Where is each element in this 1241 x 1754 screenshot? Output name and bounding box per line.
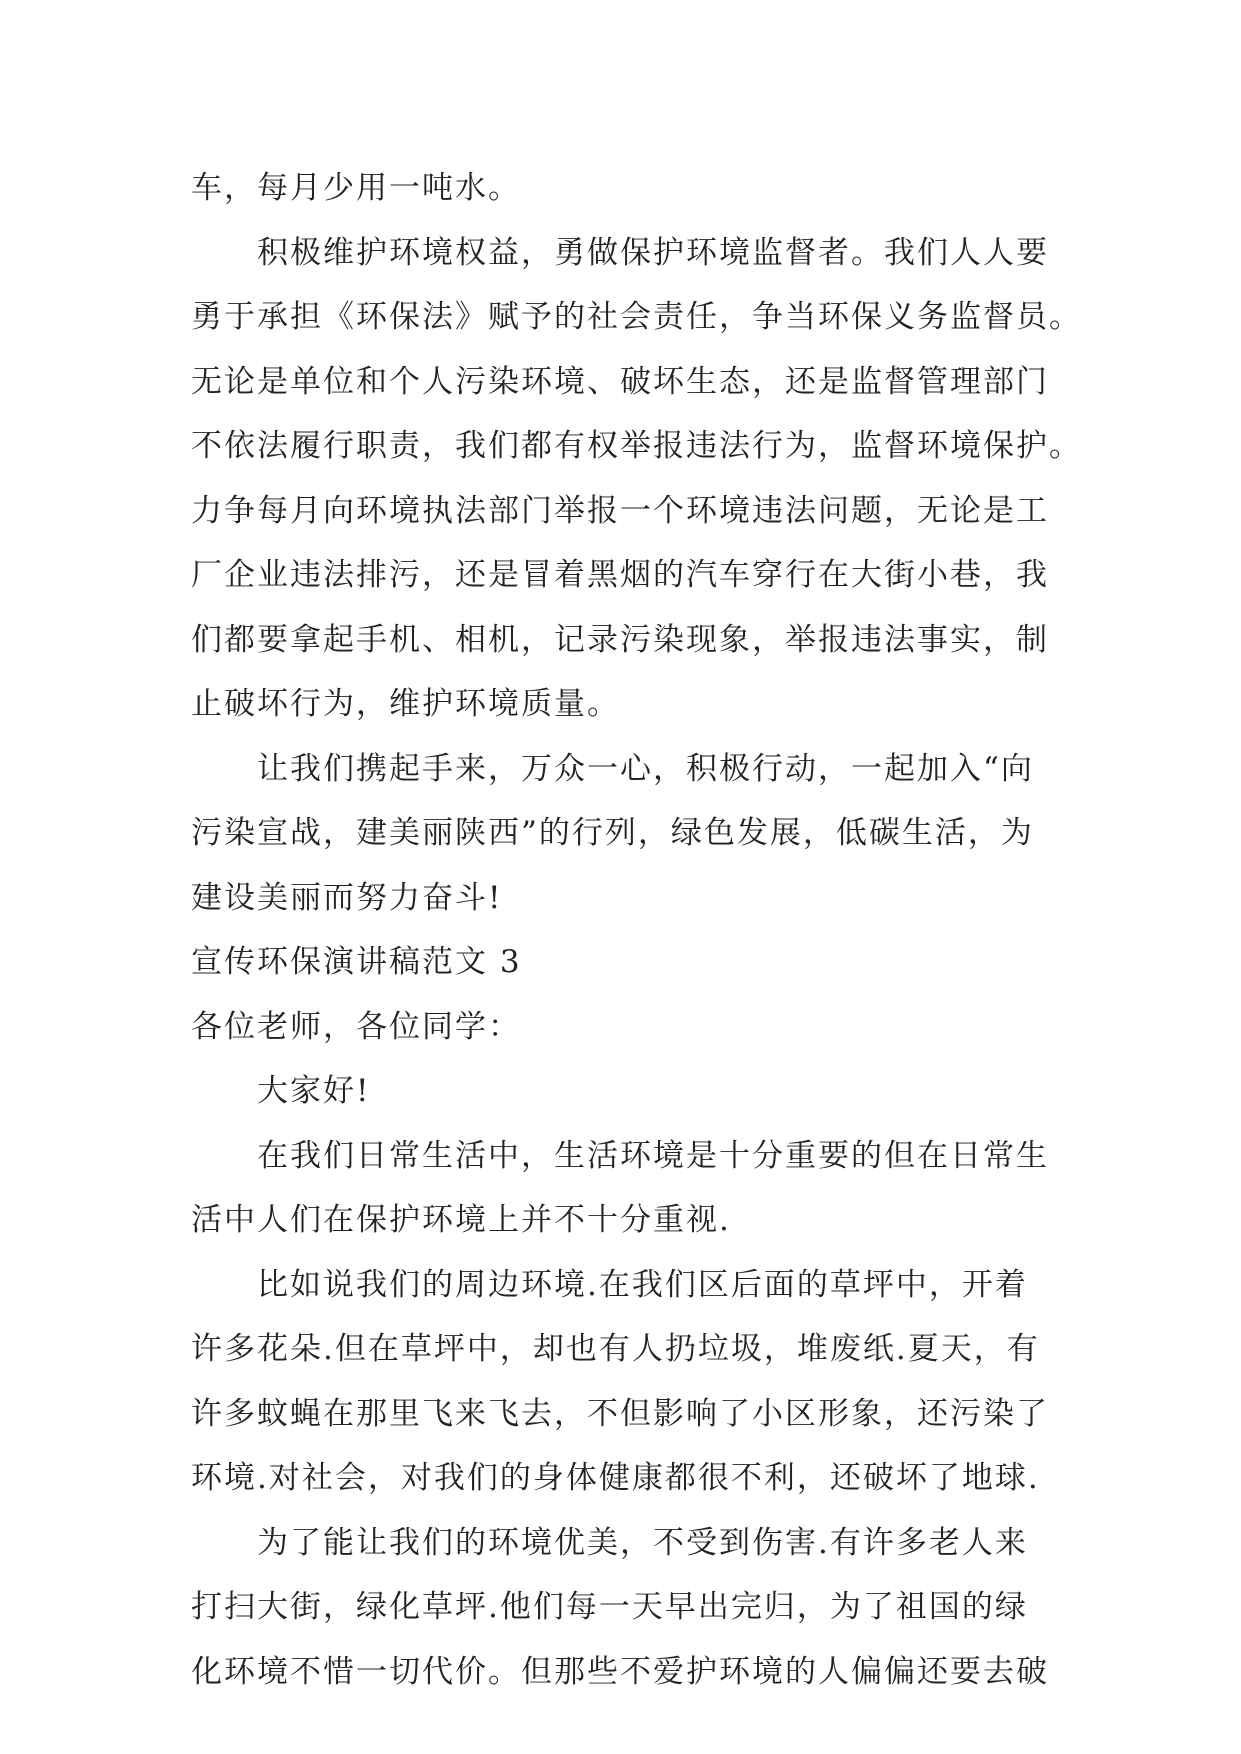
text-line: 许多花朵.但在草坪中，却也有人扔垃圾，堆废纸.夏天，有 <box>191 1331 1040 1367</box>
text-line: 勇于承担《环保法》赋予的社会责任，争当环保义务监督员。 <box>191 299 1082 335</box>
text-line: 大家好! <box>257 1073 371 1109</box>
text-line: 打扫大街，绿化草坪.他们每一天早出完归，为了祖国的绿 <box>191 1589 1028 1625</box>
text-line: 污染宣战，建美丽陕西”的行列，绿色发展，低碳生活，为 <box>191 815 1034 851</box>
text-line: 在我们日常生活中，生活环境是十分重要的但在日常生 <box>257 1137 1049 1174</box>
text-line: 各位老师，各位同学： <box>191 1008 521 1045</box>
text-line: 止破坏行为，维护环境质量。 <box>191 686 620 722</box>
text-line: 力争每月向环境执法部门举报一个环境违法问题，无论是工 <box>191 492 1049 529</box>
text-line: 活中人们在保护环境上并不十分重视. <box>191 1202 731 1238</box>
text-line: 环境.对社会，对我们的身体健康都很不利，还破坏了地球. <box>191 1460 1040 1496</box>
document-body <box>191 156 1082 1704</box>
text-line: 不依法履行职责，我们都有权举报违法行为，监督环境保护。 <box>191 428 1082 464</box>
text-line: 让我们携起手来，万众一心，积极行动，一起加入“向 <box>257 750 1034 787</box>
text-line: 为了能让我们的环境优美，不受到伤害.有许多老人来 <box>257 1524 1028 1561</box>
text-line: 们都要拿起手机、相机，记录污染现象，举报违法事实，制 <box>191 621 1049 658</box>
text-line: 化环境不惜一切代价。但那些不爱护环境的人偏偏还要去破 <box>191 1653 1049 1690</box>
text-line: 无论是单位和个人污染环境、破坏生态，还是监督管理部门 <box>191 363 1049 400</box>
text-line: 厂企业违法排污，还是冒着黑烟的汽车穿行在大街小巷，我 <box>191 557 1049 593</box>
text-line: 比如说我们的周边环境.在我们区后面的草坪中，开着 <box>257 1266 1028 1303</box>
text-line: 车，每月少用一吨水。 <box>191 170 521 206</box>
text-line: 许多蚊蝇在那里飞来飞去，不但影响了小区形象，还污染了 <box>191 1395 1049 1432</box>
text-line: 宣传环保演讲稿范文 3 <box>191 944 522 980</box>
text-line: 建设美丽而努力奋斗! <box>191 879 503 916</box>
text-line: 积极维护环境权益，勇做保护环境监督者。我们人人要 <box>257 234 1049 271</box>
